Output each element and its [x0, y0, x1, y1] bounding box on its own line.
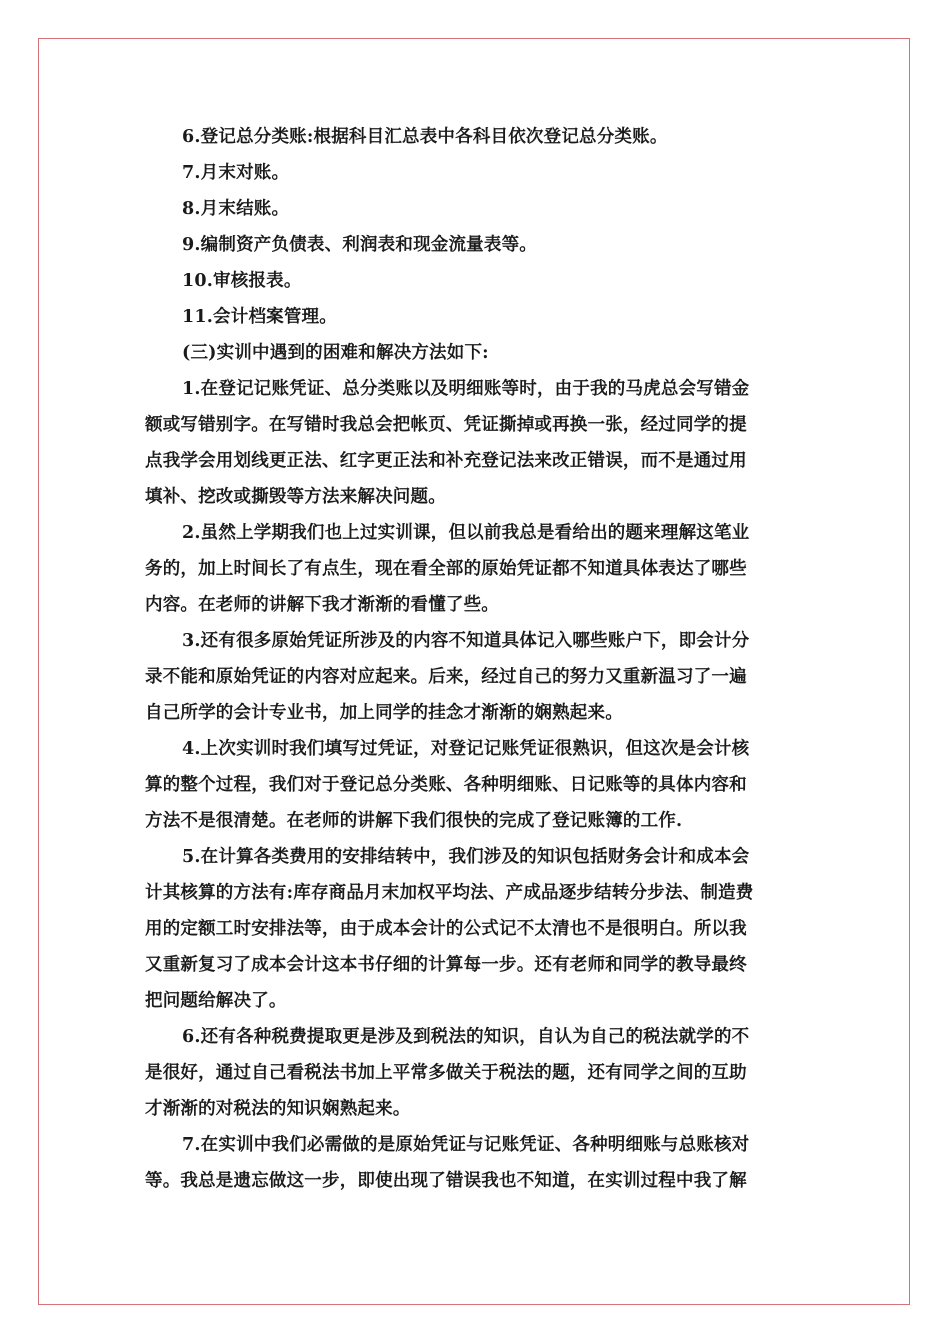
paragraph-4-line-2: 算的整个过程，我们对于登记总分类账、各种明细账、日记账等的具体内容和	[145, 775, 747, 795]
paragraph-4-line-1: 4.上次实训时我们填写过凭证，对登记记账凭证很熟识，但这次是会计核	[182, 739, 750, 759]
paragraph-5-line-1: 5.在计算各类费用的安排结转中，我们涉及的知识包括财务会计和成本会	[182, 847, 750, 867]
paragraph-7-line-2: 等。我总是遗忘做这一步，即使出现了错误我也不知道，在实训过程中我了解	[145, 1171, 747, 1191]
paragraph-3-line-1: 3.还有很多原始凭证所涉及的内容不知道具体记入哪些账户下，即会计分	[182, 631, 750, 651]
paragraph-1-line-2: 额或写错别字。在写错时我总会把帐页、凭证撕掉或再换一张，经过同学的提	[145, 415, 747, 435]
list-item-10: 10.审核报表。	[182, 271, 302, 291]
list-item-8: 8.月末结账。	[182, 199, 290, 219]
paragraph-3-line-2: 录不能和原始凭证的内容对应起来。后来，经过自己的努力又重新温习了一遍	[145, 667, 747, 687]
paragraph-6-line-1: 6.还有各种税费提取更是涉及到税法的知识，自认为自己的税法就学的不	[182, 1027, 750, 1047]
paragraph-2-line-3: 内容。在老师的讲解下我才渐渐的看懂了些。	[145, 595, 499, 615]
paragraph-1-line-1: 1.在登记记账凭证、总分类账以及明细账等时，由于我的马虎总会写错金	[182, 379, 750, 399]
paragraph-6-line-2: 是很好，通过自己看税法书加上平常多做关于税法的题，还有同学之间的互助	[145, 1063, 747, 1083]
list-item-7: 7.月末对账。	[182, 163, 290, 183]
paragraph-4-line-3: 方法不是很清楚。在老师的讲解下我们很快的完成了登记账簿的工作.	[145, 811, 683, 831]
paragraph-3-line-3: 自己所学的会计专业书，加上同学的挂念才渐渐的娴熟起来。	[145, 703, 623, 723]
list-item-11: 11.会计档案管理。	[182, 307, 337, 327]
paragraph-6-line-3: 才渐渐的对税法的知识娴熟起来。	[145, 1099, 411, 1119]
list-item-9: 9.编制资产负债表、利润表和现金流量表等。	[182, 235, 537, 255]
paragraph-1-line-3: 点我学会用划线更正法、红字更正法和补充登记法来改正错误，而不是通过用	[145, 451, 747, 471]
paragraph-5-line-3: 用的定额工时安排法等，由于成本会计的公式记不太清也不是很明白。所以我	[145, 919, 747, 939]
paragraph-5-line-4: 又重新复习了成本会计这本书仔细的计算每一步。还有老师和同学的教导最终	[145, 955, 747, 975]
list-item-6: 6.登记总分类账:根据科目汇总表中各科目依次登记总分类账。	[182, 127, 668, 147]
paragraph-7-line-1: 7.在实训中我们必需做的是原始凭证与记账凭证、各种明细账与总账核对	[182, 1135, 750, 1155]
paragraph-5-line-2: 计其核算的方法有:库存商品月末加权平均法、产成品逐步结转分步法、制造费	[145, 883, 754, 903]
paragraph-1-line-4: 填补、挖改或撕毁等方法来解决问题。	[145, 487, 446, 507]
document-body	[145, 119, 810, 1199]
paragraph-5-line-5: 把问题给解决了。	[145, 991, 287, 1011]
section-heading: (三)实训中遇到的困难和解决方法如下:	[182, 343, 489, 363]
paragraph-2-line-1: 2.虽然上学期我们也上过实训课，但以前我总是看给出的题来理解这笔业	[182, 523, 750, 543]
paragraph-2-line-2: 务的，加上时间长了有点生，现在看全部的原始凭证都不知道具体表达了哪些	[145, 559, 747, 579]
